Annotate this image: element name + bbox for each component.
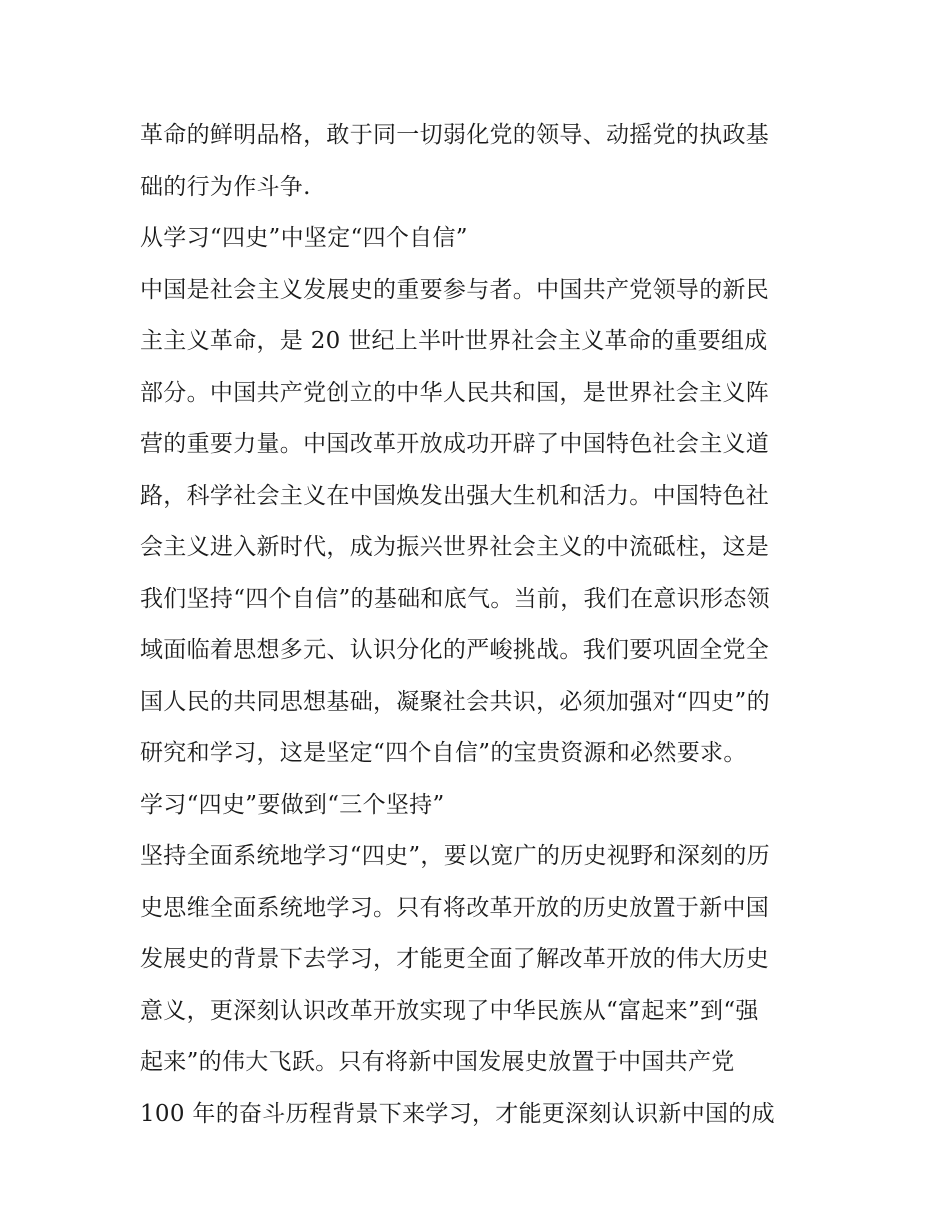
paragraph-line: 起来”的伟大飞跃。只有将新中国发展史放置于中国共产党 xyxy=(140,1049,735,1075)
paragraph-line: 发展史的背景下去学习，才能更全面了解改革开放的伟大历史 xyxy=(140,946,770,972)
paragraph-line: 中国是社会主义发展史的重要参与者。中国共产党领导的新民 xyxy=(140,276,770,303)
paragraph-line: 史思维全面系统地学习。只有将改革开放的历史放置于新中国 xyxy=(140,894,770,921)
paragraph-line: 意义，更深刻认识改革开放实现了中华民族从“富起来”到“强 xyxy=(140,997,759,1024)
paragraph-line: 坚持全面系统地学习“四史”，要以宽广的历史视野和深刻的历 xyxy=(140,843,770,869)
paragraph-line: 革命的鲜明品格，敢于同一切弱化党的领导、动摇党的执政基 xyxy=(140,122,770,148)
paragraph-line: 国人民的共同思想基础，凝聚社会共识，必须加强对“四史”的 xyxy=(140,688,770,715)
section-heading-four-confidences: 从学习“四史”中坚定“四个自信” xyxy=(140,225,468,251)
paragraph-line: 部分。中国共产党创立的中华人民共和国，是世界社会主义阵 xyxy=(140,379,770,406)
paragraph-line: 100 年的奋斗历程背景下来学习，才能更深刻认识新中国的成 xyxy=(140,1100,775,1127)
paragraph-line: 路，科学社会主义在中国焕发出强大生机和活力。中国特色社 xyxy=(140,482,770,509)
paragraph-line: 会主义进入新时代，成为振兴世界社会主义的中流砥柱，这是 xyxy=(140,534,770,560)
section-heading-three-persistences: 学习“四史”要做到“三个坚持” xyxy=(140,791,445,818)
paragraph-line: 础的行为作斗争. xyxy=(140,173,311,200)
paragraph-line: 研究和学习，这是坚定“四个自信”的宝贵资源和必然要求。 xyxy=(140,740,747,766)
paragraph-line: 我们坚持“四个自信”的基础和底气。当前，我们在意识形态领 xyxy=(140,585,770,612)
paragraph-line: 域面临着思想多元、认识分化的严峻挑战。我们要巩固全党全 xyxy=(140,637,770,663)
document-body xyxy=(140,110,820,1140)
paragraph-line: 营的重要力量。中国改革开放成功开辟了中国特色社会主义道 xyxy=(140,431,770,457)
paragraph-line: 主主义革命，是 20 世纪上半叶世界社会主义革命的重要组成 xyxy=(140,328,768,354)
